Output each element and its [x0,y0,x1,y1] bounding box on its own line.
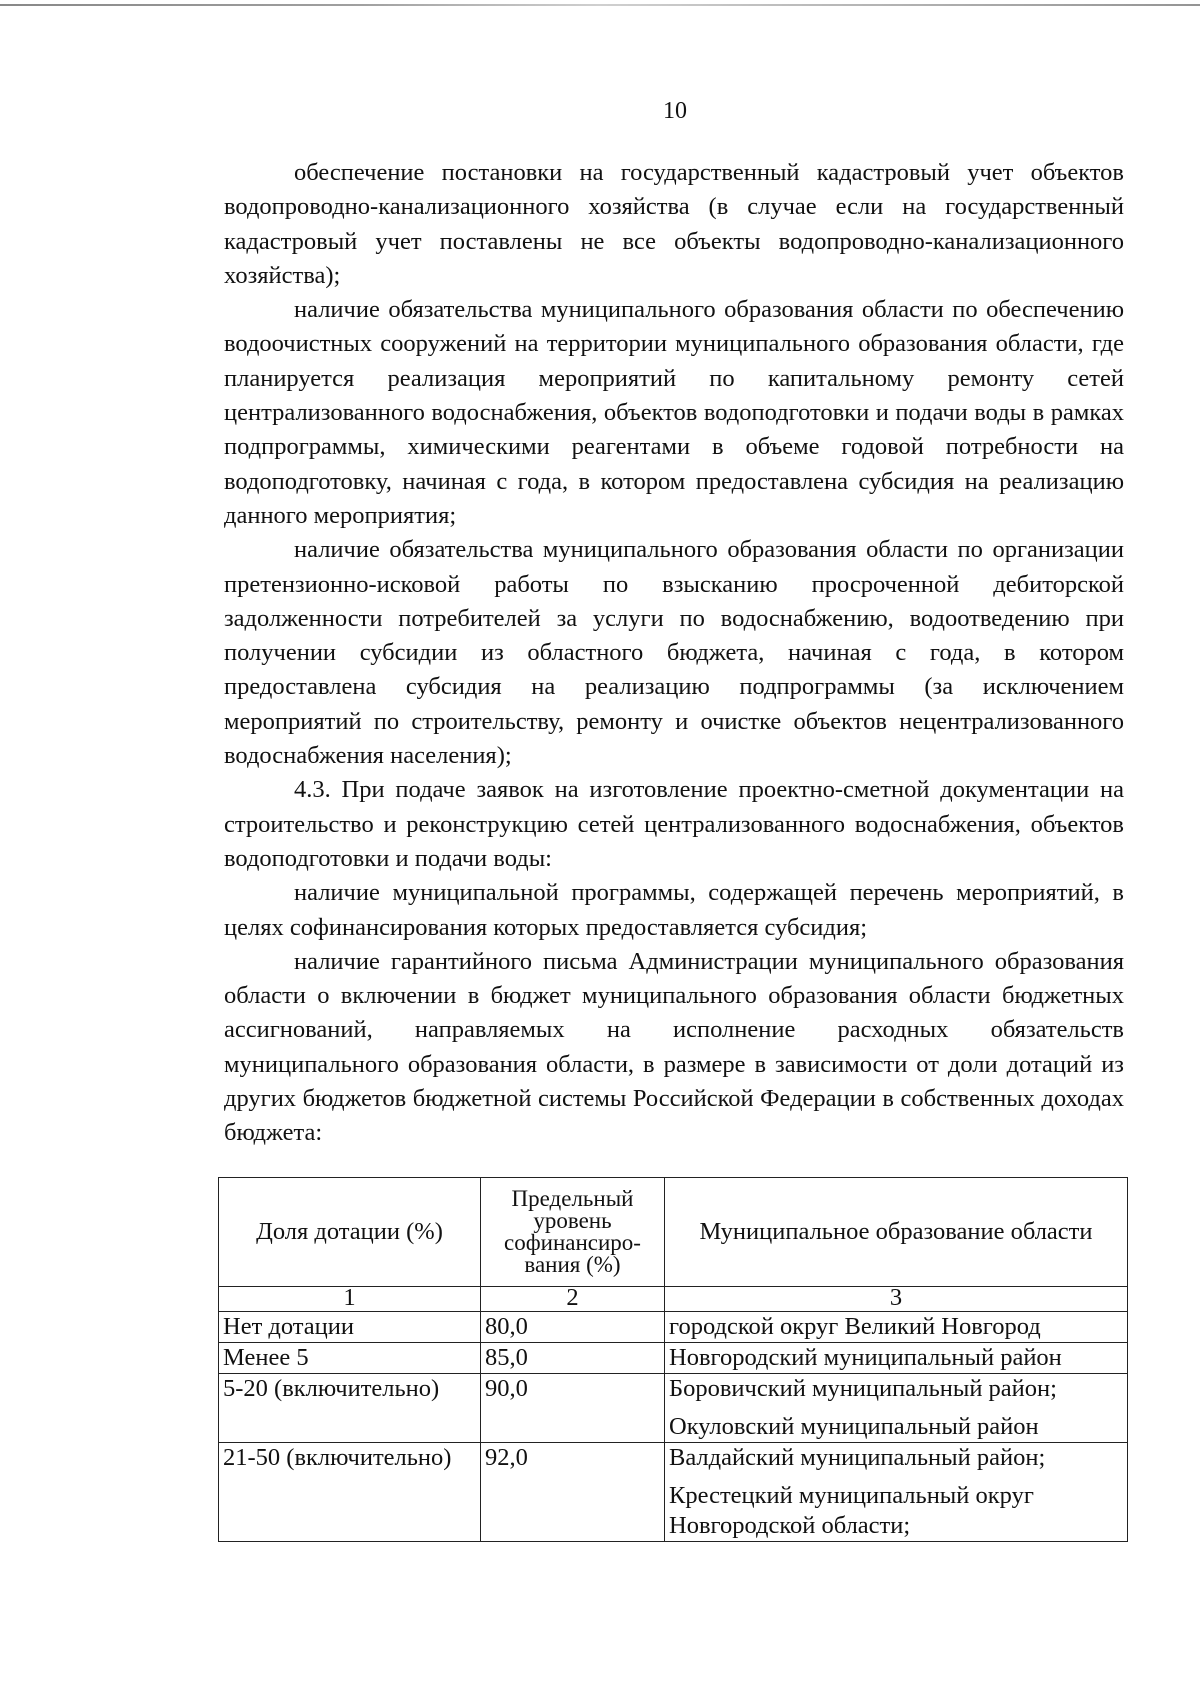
header-subsidy-share: Доля дотации (%) [219,1178,481,1287]
cell-subsidy-share: 21-50 (включительно) [219,1443,481,1542]
municipality-name: Валдайский муниципальный район; [669,1444,1046,1471]
cell-cofinancing-level: 92,0 [481,1443,665,1542]
municipality-name: Боровичский муниципальный район; [669,1375,1057,1402]
column-number: 1 [219,1287,481,1312]
table-header-row [219,1178,1128,1287]
cell-municipality [665,1312,1128,1343]
header-municipality: Муниципальное образование области [665,1178,1128,1287]
table-row [219,1374,1128,1443]
municipality-name: городской округ Великий Новгород [669,1313,1041,1340]
cell-municipality [665,1443,1128,1542]
cell-cofinancing-level: 90,0 [481,1374,665,1443]
column-number: 3 [665,1287,1128,1312]
table-row [219,1443,1128,1542]
cell-municipality [665,1343,1128,1374]
cell-subsidy-share: Нет дотации [219,1312,481,1343]
cell-cofinancing-level: 80,0 [481,1312,665,1343]
cell-cofinancing-level: 85,0 [481,1343,665,1374]
municipality-name: Окуловский муниципальный район [669,1413,1039,1440]
column-number: 2 [481,1287,665,1312]
paragraph-cadastral: обеспечение постановки на государственный кадастровый учет объектов водопроводно-канализационного хозяйства (в случае если на государственный кадастровый учет поставлены не все объекты водопроводно-канализационного хозяйства); [224,159,1124,289]
municipality-name: Новгородский муниципальный район [669,1344,1062,1371]
paragraph-debt-work: наличие обязательства муниципального образования области по организации претензионно-исковой работы по взысканию просроченной дебиторской задолженности потребителей за услуги по водоснабжению, водоотведению при получении субсидии из областного бюджета, начиная с года, в котором предоставлена субсидия на реализацию подпрограммы (за исключением мероприятий по строительству, ремонту и очистке объектов нецентрализованного водоснабжения населения); [224,536,1124,770]
header-cofinancing-level: Предельный уровень софинансирования (%) [481,1178,665,1287]
paragraph-reagents: наличие обязательства муниципального образования области по обеспечению водоочистных сооружений на территории муниципального образования области, где планируется реализация мероприятий по капитальному ремонту сетей централизованного водоснабжения, объектов водоподготовки и подачи воды в рамках подпрограммы, химическими реагентами в объеме годовой потребности на водоподготовку, начиная с года, в котором предоставлена субсидия на реализацию данного мероприятия; [224,296,1124,529]
cell-subsidy-share: 5-20 (включительно) [219,1374,481,1443]
scan-edge-line [0,4,1200,6]
document-body [224,156,1124,1151]
paragraph-guarantee-letter: наличие гарантийного письма Администрации муниципального образования области о включении в бюджет муниципального образования области бюджетных ассигнований, направляемых на исполнение расходных обязательств муниципального образования области, в размере в зависимости от доли дотаций из других бюджетов бюджетной системы Российской Федерации в собственных доходах бюджета: [224,947,1124,1147]
cell-subsidy-share: Менее 5 [219,1343,481,1374]
column-number-row [219,1287,1128,1312]
page-number: 10 [663,98,687,124]
paragraph-section-4-3: 4.3. При подаче заявок на изготовление проектно-сметной документации на строительство и реконструкцию сетей централизованного водоснабжения, объектов водоподготовки и подачи воды: [224,776,1124,872]
table-row [219,1343,1128,1374]
paragraph-municipal-program: наличие муниципальной программы, содержащей перечень мероприятий, в целях софинансирования которых предоставляется субсидия; [224,879,1124,941]
cofinancing-table [218,1177,1128,1542]
municipality-name: Крестецкий муниципальный округ Новгородской области; [669,1482,1034,1539]
table-row [219,1312,1128,1343]
cell-municipality [665,1374,1128,1443]
